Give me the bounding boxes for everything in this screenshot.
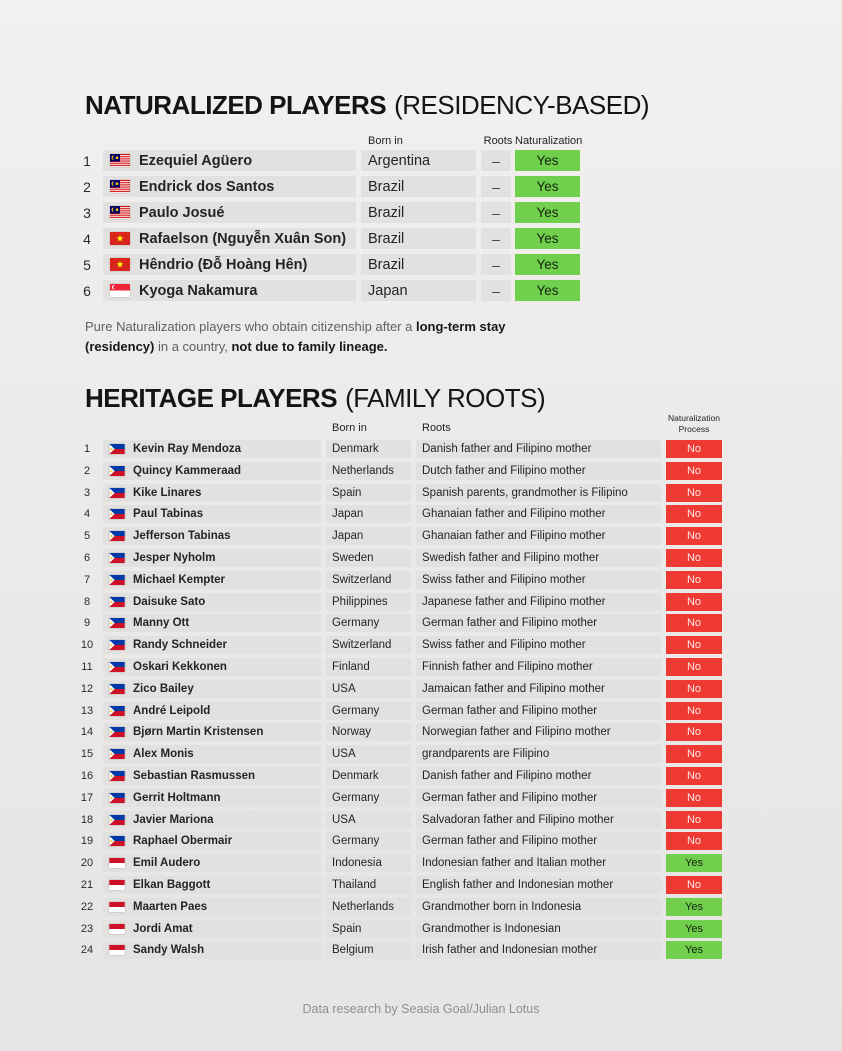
note-bold-lineage: not due to family lineage. — [231, 338, 388, 354]
status-badge: No — [666, 527, 722, 545]
status-badge: No — [666, 571, 722, 589]
born-in-cell: Spain — [326, 920, 411, 938]
roots-cell: Dutch father and Filipino mother — [416, 462, 661, 480]
roots-cell: Salvadoran father and Filipino mother — [416, 811, 661, 829]
heritage-column-headers — [77, 413, 722, 434]
born-in-cell: Spain — [326, 484, 411, 502]
flag-philippines-icon — [109, 575, 125, 585]
row-number: 12 — [80, 682, 94, 695]
row-number: 19 — [80, 835, 94, 848]
player-name-cell — [103, 462, 321, 480]
player-name: Sandy Walsh — [133, 944, 205, 957]
flag-philippines-icon — [109, 662, 125, 672]
born-in-cell: Belgium — [326, 941, 411, 959]
column-header-naturalization-process: Naturalization Process — [668, 413, 720, 434]
row-number: 16 — [80, 769, 94, 782]
flag-philippines-icon — [109, 771, 125, 781]
player-name: Javier Mariona — [133, 813, 214, 826]
column-header-naturalization: Naturalization — [515, 135, 583, 147]
footer-credit: Data research by Seasia Goal/Julian Lotus — [302, 1002, 540, 1016]
row-number: 21 — [80, 878, 94, 891]
roots-cell: Grandmother born in Indonesia — [416, 898, 661, 916]
flag-philippines-icon — [109, 509, 125, 519]
player-name-cell — [103, 176, 356, 197]
born-in-cell: Brazil — [361, 202, 476, 223]
flag-singapore-icon — [110, 284, 130, 297]
player-name: Kevin Ray Mendoza — [133, 443, 241, 455]
player-name: Raphael Obermair — [133, 835, 233, 848]
table-row — [77, 440, 722, 458]
born-in-cell: Brazil — [361, 176, 476, 197]
table-row — [77, 832, 722, 850]
flag-philippines-icon — [109, 531, 125, 541]
table-row — [77, 854, 722, 872]
status-badge: No — [666, 745, 722, 763]
column-header-born-in: Born in — [332, 422, 367, 435]
player-name: Sebastian Rasmussen — [133, 769, 256, 782]
row-number: 5 — [83, 530, 91, 543]
table-row — [77, 505, 722, 523]
born-in-cell: Netherlands — [326, 462, 411, 480]
status-badge: No — [666, 767, 722, 785]
row-number: 2 — [83, 464, 91, 477]
status-badge: No — [666, 593, 722, 611]
born-in-cell: Philippines — [326, 593, 411, 611]
status-badge: No — [666, 658, 722, 676]
flag-philippines-icon — [109, 706, 125, 716]
note-bold-residency: long-term stay (residency) — [85, 319, 506, 354]
player-name: Gerrit Holtmann — [133, 791, 221, 804]
player-name: André Leipold — [133, 704, 211, 717]
roots-cell: – — [481, 150, 511, 171]
flag-philippines-icon — [109, 836, 125, 846]
player-name-cell — [103, 202, 356, 223]
status-badge: Yes — [515, 176, 580, 197]
roots-cell: Finnish father and Filipino mother — [416, 658, 661, 676]
born-in-cell: Norway — [326, 723, 411, 741]
table-row — [77, 614, 722, 632]
born-in-cell: Finland — [326, 658, 411, 676]
roots-cell: German father and Filipino mother — [416, 702, 661, 720]
roots-cell: Grandmother is Indonesian — [416, 920, 661, 938]
player-name-cell — [103, 636, 321, 654]
player-name-cell — [103, 811, 321, 829]
row-number: 22 — [80, 900, 94, 913]
table-row — [77, 680, 722, 698]
table-row — [77, 571, 722, 589]
table-row — [77, 228, 580, 249]
born-in-cell: USA — [326, 680, 411, 698]
table-row — [77, 280, 580, 301]
table-row — [77, 176, 580, 197]
table-row — [77, 723, 722, 741]
flag-philippines-icon — [109, 444, 125, 454]
table-row — [77, 202, 580, 223]
flag-philippines-icon — [109, 684, 125, 694]
row-number: 4 — [83, 230, 91, 247]
player-name: Paulo Josué — [139, 204, 225, 221]
column-header-born-in: Born in — [368, 135, 403, 147]
row-number: 17 — [80, 791, 94, 804]
roots-cell: – — [481, 228, 511, 249]
status-badge: No — [666, 440, 722, 458]
flag-philippines-icon — [109, 793, 125, 803]
born-in-cell: Netherlands — [326, 898, 411, 916]
player-name: Emil Audero — [133, 857, 201, 870]
player-name-cell — [103, 920, 321, 938]
row-number: 24 — [80, 944, 94, 957]
player-name: Jefferson Tabinas — [133, 530, 231, 543]
born-in-cell: Indonesia — [326, 854, 411, 872]
born-in-cell: Brazil — [361, 254, 476, 275]
row-number: 2 — [83, 178, 91, 195]
player-name-cell — [103, 571, 321, 589]
status-badge: Yes — [666, 898, 722, 916]
born-in-cell: Germany — [326, 789, 411, 807]
table-row — [77, 876, 722, 894]
player-name: Jesper Nyholm — [133, 551, 216, 564]
flag-malaysia-icon — [110, 154, 130, 167]
born-in-cell: Argentina — [361, 150, 476, 171]
status-badge: No — [666, 832, 722, 850]
player-name-cell — [103, 505, 321, 523]
roots-cell: – — [481, 254, 511, 275]
status-badge: No — [666, 505, 722, 523]
table-row — [77, 462, 722, 480]
flag-philippines-icon — [109, 553, 125, 563]
status-badge: No — [666, 789, 722, 807]
player-name: Zico Bailey — [133, 682, 194, 695]
roots-cell: Jamaican father and Filipino mother — [416, 680, 661, 698]
table-row — [77, 254, 580, 275]
player-name-cell — [103, 440, 321, 458]
flag-indonesia-icon — [109, 880, 125, 890]
status-badge: No — [666, 680, 722, 698]
player-name-cell — [103, 832, 321, 850]
status-badge: No — [666, 702, 722, 720]
roots-cell: Danish father and Filipino mother — [416, 440, 661, 458]
flag-malaysia-icon — [110, 206, 130, 219]
player-name: Kike Linares — [133, 486, 202, 499]
row-number: 4 — [83, 508, 91, 521]
player-name-cell — [103, 484, 321, 502]
heritage-title-sub: (FAMILY ROOTS) — [345, 383, 546, 413]
player-name: Bjørn Martin Kristensen — [133, 726, 264, 739]
table-row — [77, 767, 722, 785]
roots-cell: Indonesian father and Italian mother — [416, 854, 661, 872]
roots-cell: Danish father and Filipino mother — [416, 767, 661, 785]
status-badge: Yes — [515, 150, 580, 171]
born-in-cell: Denmark — [326, 767, 411, 785]
player-name: Quincy Kammeraad — [133, 464, 242, 477]
row-number: 23 — [80, 922, 94, 935]
roots-cell: Swiss father and Filipino mother — [416, 636, 661, 654]
roots-cell: Swiss father and Filipino mother — [416, 571, 661, 589]
naturalized-table — [77, 150, 580, 306]
naturalized-note — [85, 317, 565, 356]
row-number: 15 — [80, 748, 94, 761]
note-text-mid: in a country, — [154, 338, 232, 354]
player-name-cell — [103, 941, 321, 959]
table-row — [77, 636, 722, 654]
player-name-cell — [103, 593, 321, 611]
roots-cell: Ghanaian father and Filipino mother — [416, 505, 661, 523]
status-badge: Yes — [515, 202, 580, 223]
status-badge: Yes — [515, 228, 580, 249]
roots-cell: German father and Filipino mother — [416, 789, 661, 807]
status-badge: Yes — [666, 920, 722, 938]
roots-cell: grandparents are Filipino — [416, 745, 661, 763]
player-name: Jordi Amat — [133, 922, 193, 935]
player-name-cell — [103, 876, 321, 894]
table-row — [77, 527, 722, 545]
born-in-cell: Japan — [361, 280, 476, 301]
heritage-section-title — [85, 383, 545, 414]
row-number: 3 — [83, 486, 91, 499]
flag-indonesia-icon — [109, 902, 125, 912]
flag-philippines-icon — [109, 640, 125, 650]
status-badge: No — [666, 484, 722, 502]
player-name-cell — [103, 702, 321, 720]
player-name: Kyoga Nakamura — [139, 282, 258, 299]
status-badge: Yes — [666, 854, 722, 872]
roots-cell: English father and Indonesian mother — [416, 876, 661, 894]
born-in-cell: Germany — [326, 614, 411, 632]
roots-cell: Spanish parents, grandmother is Filipino — [416, 484, 661, 502]
row-number: 18 — [80, 813, 94, 826]
flag-philippines-icon — [109, 466, 125, 476]
row-number: 8 — [83, 595, 91, 608]
row-number: 20 — [80, 857, 94, 870]
flag-philippines-icon — [109, 597, 125, 607]
player-name-cell — [103, 254, 356, 275]
row-number: 1 — [83, 152, 91, 169]
born-in-cell: Brazil — [361, 228, 476, 249]
born-in-cell: Denmark — [326, 440, 411, 458]
roots-cell: Swedish father and Filipino mother — [416, 549, 661, 567]
row-number: 6 — [83, 551, 91, 564]
status-badge: No — [666, 614, 722, 632]
table-row — [77, 593, 722, 611]
roots-cell: – — [481, 280, 511, 301]
flag-indonesia-icon — [109, 924, 125, 934]
player-name: Alex Monis — [133, 748, 194, 761]
player-name: Michael Kempter — [133, 573, 226, 586]
flag-philippines-icon — [109, 488, 125, 498]
roots-cell: – — [481, 176, 511, 197]
table-row — [77, 898, 722, 916]
roots-cell: German father and Filipino mother — [416, 614, 661, 632]
table-row — [77, 549, 722, 567]
column-header-roots: Roots — [483, 135, 513, 147]
player-name: Endrick dos Santos — [139, 178, 275, 195]
flag-indonesia-icon — [109, 858, 125, 868]
player-name-cell — [103, 723, 321, 741]
row-number: 6 — [83, 282, 91, 299]
player-name-cell — [103, 228, 356, 249]
roots-cell: – — [481, 202, 511, 223]
table-row — [77, 658, 722, 676]
table-row — [77, 920, 722, 938]
roots-cell: Ghanaian father and Filipino mother — [416, 527, 661, 545]
table-row — [77, 811, 722, 829]
status-badge: No — [666, 876, 722, 894]
born-in-cell: Switzerland — [326, 636, 411, 654]
born-in-cell: Switzerland — [326, 571, 411, 589]
player-name-cell — [103, 745, 321, 763]
row-number: 1 — [83, 443, 91, 455]
table-row — [77, 941, 722, 959]
flag-philippines-icon — [109, 815, 125, 825]
row-number: 7 — [83, 573, 91, 586]
table-row — [77, 150, 580, 171]
flag-philippines-icon — [109, 749, 125, 759]
status-badge: Yes — [515, 280, 580, 301]
player-name: Daisuke Sato — [133, 595, 206, 608]
row-number: 10 — [80, 639, 94, 652]
player-name-cell — [103, 854, 321, 872]
player-name: Elkan Baggott — [133, 878, 211, 891]
born-in-cell: Germany — [326, 832, 411, 850]
table-row — [77, 702, 722, 720]
player-name: Oskari Kekkonen — [133, 660, 227, 673]
table-row — [77, 789, 722, 807]
status-badge: No — [666, 811, 722, 829]
flag-indonesia-icon — [109, 945, 125, 955]
status-badge: No — [666, 549, 722, 567]
roots-cell: German father and Filipino mother — [416, 832, 661, 850]
player-name-cell — [103, 767, 321, 785]
born-in-cell: Thailand — [326, 876, 411, 894]
status-badge: No — [666, 462, 722, 480]
row-number: 14 — [80, 726, 94, 739]
player-name-cell — [103, 680, 321, 698]
player-name-cell — [103, 549, 321, 567]
born-in-cell: Sweden — [326, 549, 411, 567]
row-number: 5 — [83, 256, 91, 273]
player-name-cell — [103, 789, 321, 807]
player-name-cell — [103, 614, 321, 632]
row-number: 11 — [81, 660, 93, 673]
player-name-cell — [103, 150, 356, 171]
roots-cell: Japanese father and Filipino mother — [416, 593, 661, 611]
player-name-cell — [103, 280, 356, 301]
player-name: Randy Schneider — [133, 639, 227, 652]
born-in-cell: USA — [326, 745, 411, 763]
naturalized-title-main: NATURALIZED PLAYERS — [85, 90, 387, 120]
flag-vietnam-icon — [110, 232, 130, 245]
naturalized-title-sub: (RESIDENCY-BASED) — [394, 90, 650, 120]
column-header-roots: Roots — [422, 422, 451, 435]
row-number: 9 — [83, 617, 91, 630]
born-in-cell: Japan — [326, 505, 411, 523]
player-name: Hêndrio (Đỗ Hoàng Hên) — [139, 256, 308, 273]
player-name: Rafaelson (Nguyễn Xuân Son) — [139, 230, 347, 247]
heritage-title-main: HERITAGE PLAYERS — [85, 383, 338, 413]
flag-philippines-icon — [109, 618, 125, 628]
status-badge: No — [666, 723, 722, 741]
row-number: 3 — [83, 204, 91, 221]
born-in-cell: Germany — [326, 702, 411, 720]
table-row — [77, 745, 722, 763]
roots-cell: Irish father and Indonesian mother — [416, 941, 661, 959]
status-badge: Yes — [666, 941, 722, 959]
player-name-cell — [103, 527, 321, 545]
note-text: Pure Naturalization players who obtain citizenship after a — [85, 319, 416, 334]
flag-malaysia-icon — [110, 180, 130, 193]
born-in-cell: Japan — [326, 527, 411, 545]
naturalized-column-headers — [77, 135, 583, 147]
status-badge: Yes — [515, 254, 580, 275]
player-name: Manny Ott — [133, 617, 190, 630]
table-row — [77, 484, 722, 502]
flag-vietnam-icon — [110, 258, 130, 271]
roots-cell: Norwegian father and Filipino mother — [416, 723, 661, 741]
player-name: Ezequiel Agüero — [139, 152, 253, 169]
player-name-cell — [103, 658, 321, 676]
player-name-cell — [103, 898, 321, 916]
player-name: Paul Tabinas — [133, 508, 204, 521]
flag-philippines-icon — [109, 727, 125, 737]
born-in-cell: USA — [326, 811, 411, 829]
player-name: Maarten Paes — [133, 900, 208, 913]
row-number: 13 — [80, 704, 94, 717]
heritage-table — [77, 440, 722, 963]
status-badge: No — [666, 636, 722, 654]
naturalized-section-title — [85, 90, 649, 121]
